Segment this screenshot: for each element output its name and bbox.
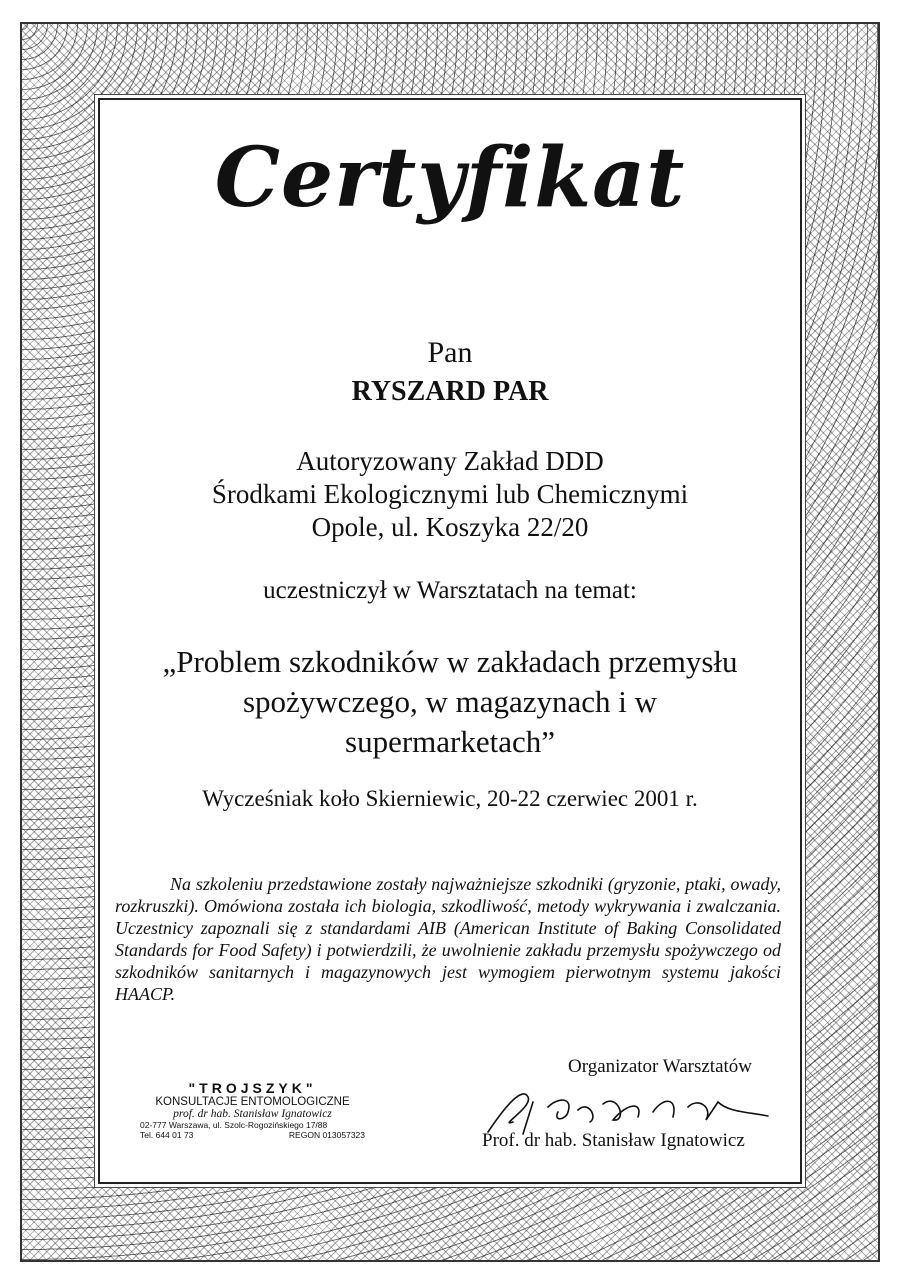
organization-line-2: Środkami Ekologicznymi lub Chemicznymi — [211, 479, 689, 509]
workshop-topic — [0, 642, 900, 762]
description-paragraph: Na szkoleniu przedstawione zostały najważniejsze szkodniki (gryzonie, ptaki, owady, rozkruszki). Omówiona została ich biologia, szkodliwość, metody wykrywania i zwalczania. Uczestnicy zapoznali się z standardami AIB (American Institute of Baking Consolidated Standards for Food Safety) i potwierdzili, że uwolnienie zakładu przemysłu spożywczego od szkodników sanitarnych i magazynowych jest wymogiem pierwotnym systemu jakości HAACP. — [115, 874, 781, 1004]
company-stamp — [140, 1080, 365, 1140]
stamp-person: prof. dr hab. Stanisław Ignatowicz — [173, 1108, 332, 1120]
participation-text: uczestniczył w Warsztatach na temat: — [263, 577, 637, 604]
organizer-name: Prof. dr hab. Stanisław Ignatowicz — [482, 1130, 745, 1151]
recipient-name: RYSZARD PAR — [351, 376, 549, 407]
certificate-title: Certyfikat — [214, 130, 686, 226]
stamp-subtitle: KONSULTACJE ENTOMOLOGICZNE — [155, 1096, 350, 1108]
topic-line-3: supermarketach” — [345, 724, 555, 759]
stamp-address: 02-777 Warszawa, ul. Szolc-Rogozińskiego 17/88 — [140, 1120, 328, 1130]
salutation: Pan — [427, 336, 473, 369]
place-and-date: Wycześniak koło Skierniewic, 20-22 czerwiec 2001 r. — [202, 786, 698, 811]
stamp-regon: REGON 013057323 — [288, 1130, 365, 1140]
organization-line-1: Autoryzowany Zakład DDD — [296, 446, 604, 476]
stamp-phone: Tel. 644 01 73 — [140, 1130, 194, 1140]
stamp-company-name: "TROJSZYK" — [188, 1080, 317, 1096]
topic-line-1: „Problem szkodników w zakładach przemysłu — [162, 644, 738, 679]
stamp-contact — [140, 1130, 365, 1140]
organizer-label: Organizator Warsztatów — [568, 1056, 753, 1077]
organization-line-3: Opole, ul. Koszyka 22/20 — [311, 512, 589, 542]
inner-panel — [98, 98, 802, 1184]
topic-line-2: spożywczego, w magazynach i w — [242, 684, 658, 719]
